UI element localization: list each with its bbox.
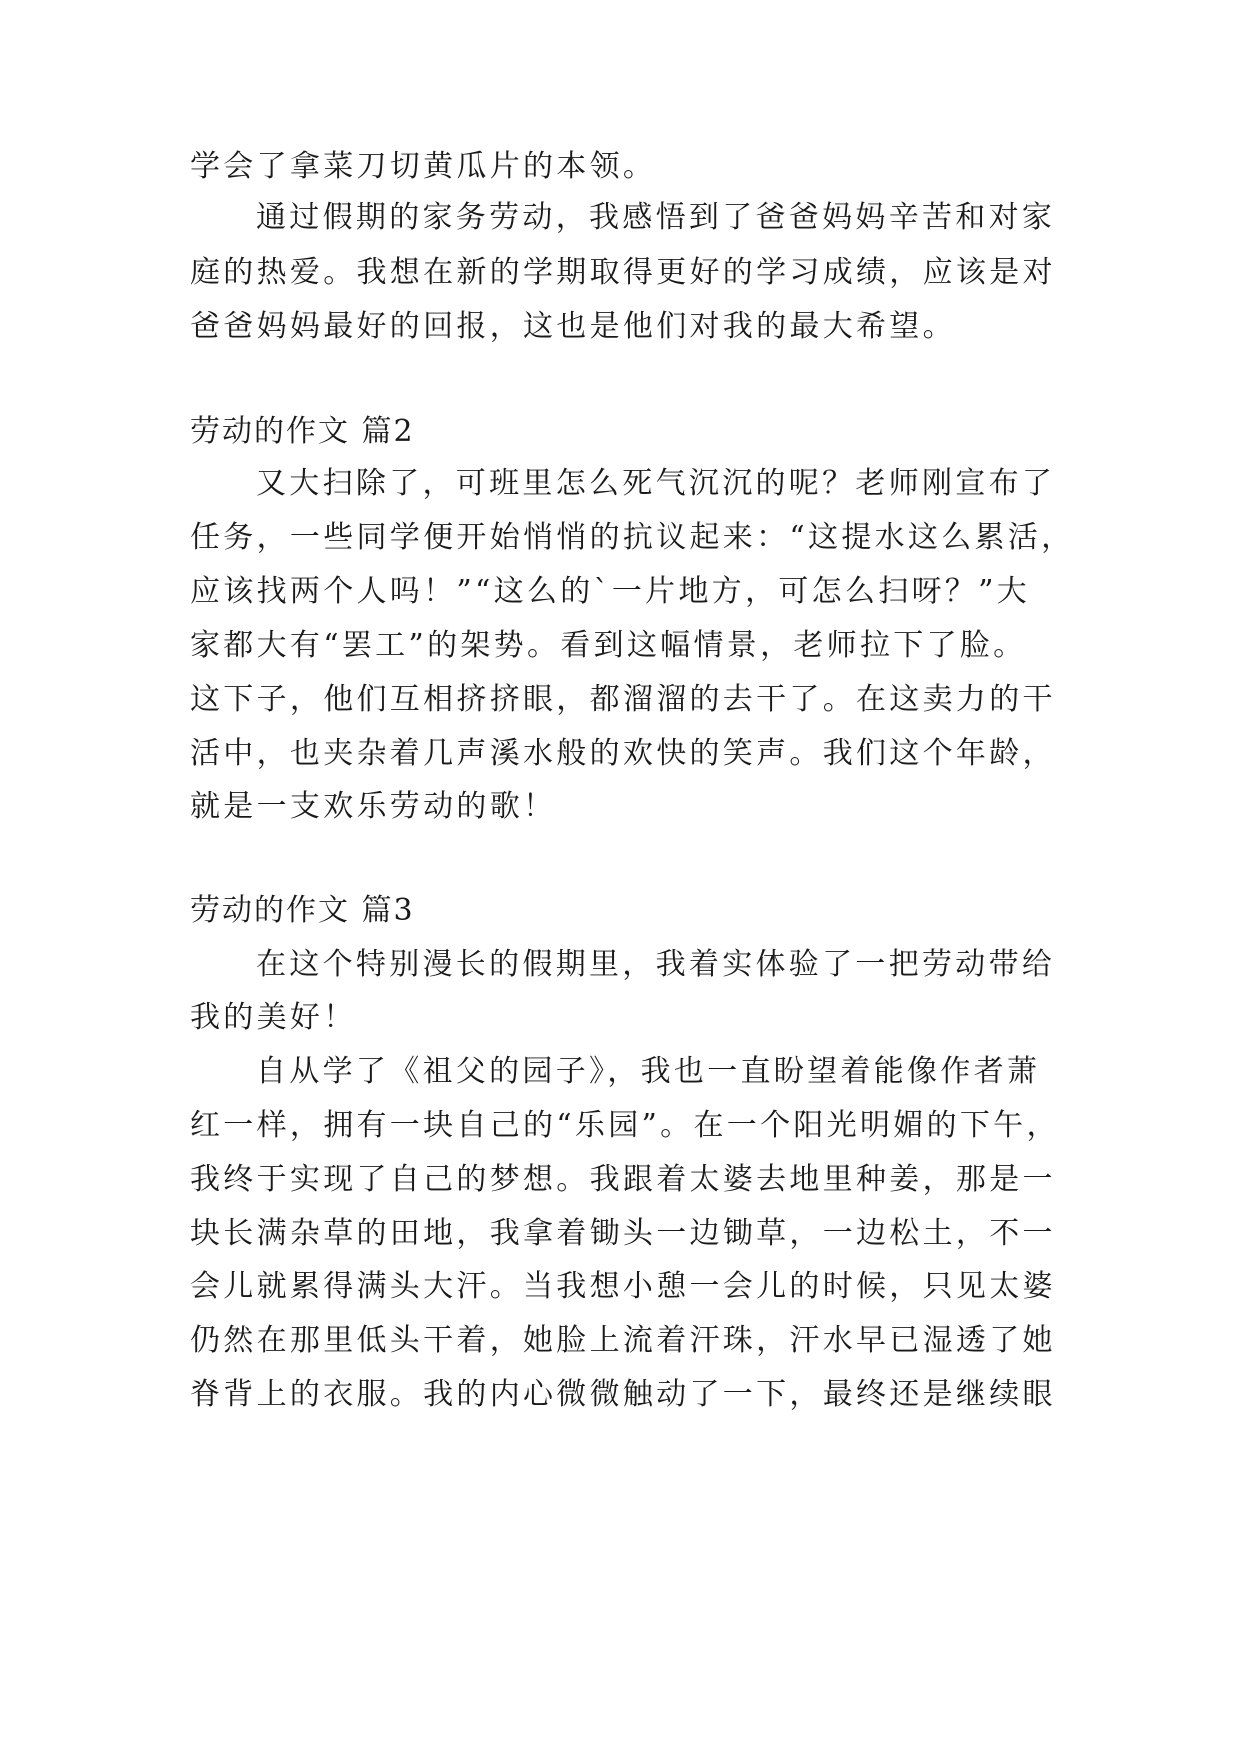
paragraph-line: 活中，也夹杂着几声溪水般的欢快的笑声。我们这个年龄， [190, 736, 1056, 771]
paragraph-line: 自从学了《祖父的园子》，我也一直盼望着能像作者萧 [256, 1054, 1041, 1089]
paragraph-line: 会儿就累得满头大汗。当我想小憩一会儿的时候，只见太婆 [190, 1269, 1056, 1304]
paragraph-line: 在这个特别漫长的假期里，我着实体验了一把劳动带给 [256, 947, 1056, 982]
paragraph-line: 这下子，他们互相挤挤眼，都溜溜的去干了。在这卖力的干 [190, 682, 1056, 717]
paragraph-line: 又大扫除了，可班里怎么死气沉沉的呢？老师刚宣布了 [256, 466, 1056, 501]
paragraph-line: 块长满杂草的田地，我拿着锄头一边锄草，一边松土，不一 [190, 1216, 1056, 1251]
paragraph-line: 爸爸妈妈最好的回报，这也是他们对我的最大希望。 [190, 309, 956, 344]
section-heading: 劳动的作文 篇2 [190, 414, 415, 449]
paragraph-line: 我终于实现了自己的梦想。我跟着太婆去地里种姜，那是一 [190, 1162, 1056, 1197]
paragraph-line: 家都大有“罢工”的架势。看到这幅情景，老师拉下了脸。 [190, 628, 1027, 663]
paragraph-line: 我的美好！ [190, 1000, 357, 1035]
paragraph-line: 就是一支欢乐劳动的歌！ [190, 789, 557, 824]
paragraph-line: 学会了拿菜刀切黄瓜片的本领。 [190, 149, 657, 184]
paragraph-line: 庭的热爱。我想在新的学期取得更好的学习成绩，应该是对 [190, 255, 1056, 290]
section-heading: 劳动的作文 篇3 [190, 893, 415, 928]
paragraph-line: 红一样，拥有一块自己的“乐园”。在一个阳光明媚的下午， [190, 1108, 1060, 1143]
paragraph-line: 应该找两个人吗！”“这么的`一片地方，可怎么扫呀？”大 [190, 574, 1031, 609]
paragraph-line: 脊背上的衣服。我的内心微微触动了一下，最终还是继续眼 [190, 1377, 1056, 1412]
paragraph-line: 通过假期的家务劳动，我感悟到了爸爸妈妈辛苦和对家 [256, 200, 1056, 235]
paragraph-line: 仍然在那里低头干着，她脸上流着汗珠，汗水早已湿透了她 [190, 1323, 1056, 1358]
paragraph-line: 任务，一些同学便开始悄悄的抗议起来：“这提水这么累活， [190, 520, 1075, 555]
